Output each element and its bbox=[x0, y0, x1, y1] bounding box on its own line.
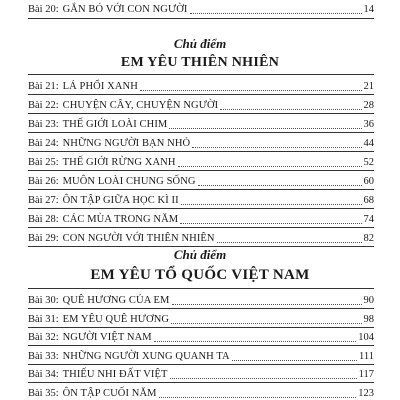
toc-entry-page: 98 bbox=[363, 313, 374, 325]
toc-entry-title: MUÔN LOÀI CHUNG SỐNG bbox=[62, 176, 196, 187]
toc-entry-number: Bài 23: bbox=[28, 119, 59, 130]
toc-entry-page: 14 bbox=[363, 4, 374, 15]
toc-entry bbox=[28, 384, 374, 400]
toc-entry-page: 68 bbox=[363, 195, 374, 206]
row-divider bbox=[28, 113, 374, 114]
toc-entry-title: ÔN TẬP CUỐI NĂM bbox=[62, 387, 157, 399]
dot-leader bbox=[169, 127, 361, 129]
toc-entry-number: Bài 20: bbox=[28, 4, 59, 15]
toc-entry-title: ÔN TẬP GIỮA HỌC KÌ II bbox=[62, 195, 179, 206]
toc-entry-title: THIẾU NHI ĐẤT VIỆT bbox=[62, 369, 168, 380]
row-divider bbox=[28, 288, 374, 289]
toc-entry-page: 82 bbox=[363, 233, 374, 244]
row-divider bbox=[28, 132, 374, 133]
toc-entry bbox=[28, 191, 374, 207]
toc-entry bbox=[28, 153, 374, 169]
row-divider bbox=[28, 151, 374, 152]
section-title: EM YÊU TỔ QUỐC VIỆT NAM bbox=[90, 267, 310, 283]
toc-entry bbox=[28, 229, 374, 245]
toc-entry-page: 74 bbox=[363, 214, 374, 225]
toc-entry-number: Bài 27: bbox=[28, 195, 59, 206]
toc-entry-number: Bài 30: bbox=[28, 295, 59, 306]
toc-entry-title: EM YÊU QUÊ HƯƠNG bbox=[62, 313, 170, 325]
dot-leader bbox=[170, 377, 357, 379]
toc-entry bbox=[28, 310, 374, 326]
toc-entry-title: QUÊ HƯƠNG CỦA EM bbox=[62, 295, 170, 306]
toc-entry-page: 111 bbox=[359, 350, 374, 362]
toc-entry bbox=[28, 291, 374, 307]
toc-entry-title: CÁC MÙA TRONG NĂM bbox=[62, 214, 179, 225]
dot-leader bbox=[172, 303, 362, 305]
toc-entry-page: 44 bbox=[363, 138, 374, 149]
dot-leader bbox=[171, 322, 361, 324]
section-label: Chủ điểm bbox=[173, 247, 227, 262]
dot-leader bbox=[190, 12, 362, 14]
toc-entry-title: GẮN BÓ VỚI CON NGƯỜI bbox=[62, 4, 188, 15]
row-divider bbox=[28, 189, 374, 190]
toc-entry-page: 104 bbox=[358, 332, 374, 343]
dot-leader bbox=[181, 203, 362, 205]
row-divider bbox=[28, 74, 374, 75]
dot-leader bbox=[159, 396, 357, 398]
toc-entry-top bbox=[28, 0, 374, 16]
section-title: EM YÊU THIÊN NHIÊN bbox=[120, 55, 280, 70]
toc-entry bbox=[28, 96, 374, 112]
toc-entry-title: THẾ GIỚI RỪNG XANH bbox=[62, 157, 176, 168]
toc-entry bbox=[28, 365, 374, 381]
dot-leader bbox=[198, 184, 362, 186]
toc-entry-page: 123 bbox=[358, 387, 374, 399]
dot-leader bbox=[154, 340, 357, 342]
toc-entry-number: Bài 31: bbox=[28, 313, 59, 325]
toc-entry bbox=[28, 77, 374, 93]
dot-leader bbox=[232, 359, 357, 361]
toc-entry-number: Bài 22: bbox=[28, 100, 59, 111]
toc-entry-title: NHỮNG NGƯỜI BẠN NHỎ bbox=[62, 138, 191, 149]
dot-leader bbox=[217, 241, 362, 243]
toc-entry-page: 117 bbox=[358, 369, 374, 380]
toc-entry-number: Bài 26: bbox=[28, 176, 59, 187]
toc-entry-number: Bài 32: bbox=[28, 332, 59, 343]
toc-entry-number: Bài 34: bbox=[28, 369, 59, 380]
toc-entry-number: Bài 21: bbox=[28, 81, 59, 92]
toc-entry bbox=[28, 134, 374, 150]
toc-entry bbox=[28, 210, 374, 226]
dot-leader bbox=[180, 222, 361, 224]
toc-entry-title: NGƯỜI VIỆT NAM bbox=[62, 332, 152, 343]
toc-entry-title: NHỮNG NGƯỜI XUNG QUANH TA bbox=[62, 350, 230, 362]
toc-entry-page: 90 bbox=[363, 295, 374, 306]
toc-entry-title: CHUYỆN CÂY, CHUYỆN NGƯỜI bbox=[62, 100, 219, 111]
toc-entry bbox=[28, 347, 374, 363]
toc-entry bbox=[28, 328, 374, 344]
toc-entry bbox=[28, 172, 374, 188]
dot-leader bbox=[220, 108, 361, 110]
toc-entry-number: Bài 35: bbox=[28, 387, 59, 399]
row-divider bbox=[28, 227, 374, 228]
toc-entry-title: THẾ GIỚI LOÀI CHIM bbox=[62, 119, 168, 130]
toc-entry-number: Bài 28: bbox=[28, 214, 59, 225]
dot-leader bbox=[192, 146, 361, 148]
toc-entry-title: CON NGƯỜI VỚI THIÊN NHIÊN bbox=[62, 233, 215, 244]
toc-entry-page: 36 bbox=[363, 119, 374, 130]
dot-leader bbox=[178, 165, 362, 167]
toc-entry-number: Bài 24: bbox=[28, 138, 59, 149]
toc-entry-number: Bài 29: bbox=[28, 233, 59, 244]
row-divider bbox=[28, 170, 374, 171]
row-divider bbox=[28, 94, 374, 95]
toc-entry bbox=[28, 115, 374, 131]
toc-entry-page: 21 bbox=[363, 81, 374, 92]
section-label: Chủ điểm bbox=[173, 36, 227, 51]
toc-entry-number: Bài 33: bbox=[28, 350, 59, 362]
toc-entry-title: LÁ PHỔI XANH bbox=[62, 81, 138, 92]
row-divider bbox=[28, 18, 374, 19]
row-divider bbox=[28, 208, 374, 209]
toc-entry-page: 28 bbox=[363, 100, 374, 111]
dot-leader bbox=[140, 89, 362, 91]
toc-entry-page: 60 bbox=[363, 176, 374, 187]
toc-entry-number: Bài 25: bbox=[28, 157, 59, 168]
toc-entry-page: 52 bbox=[363, 157, 374, 168]
